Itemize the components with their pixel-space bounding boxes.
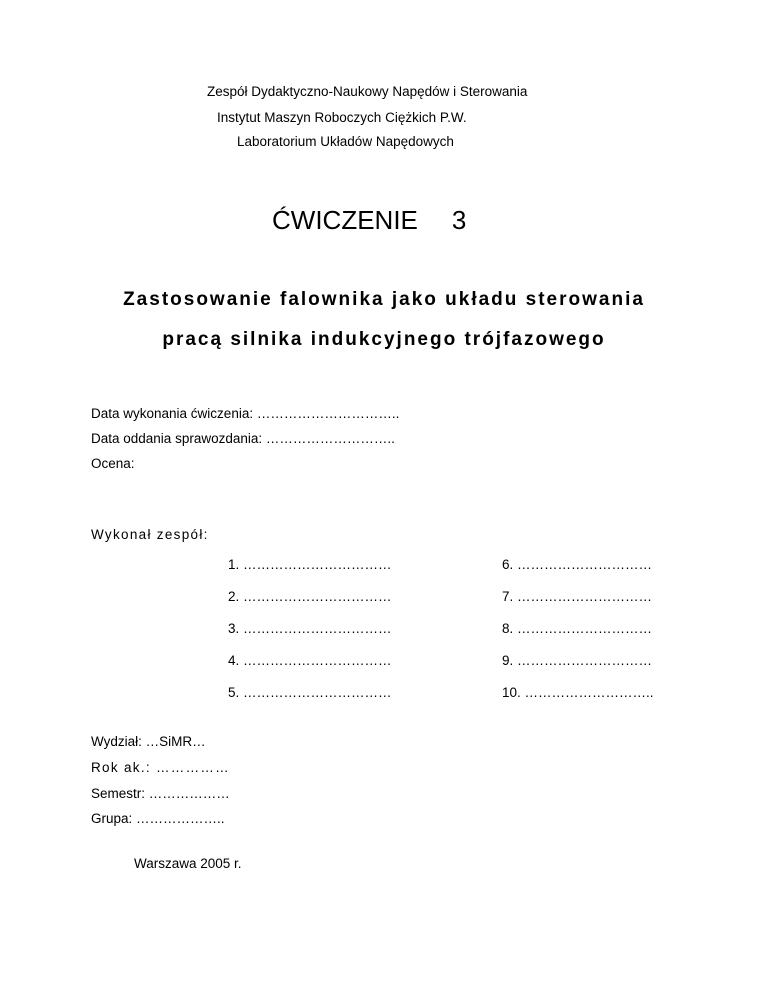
- team-member-8: 8. …………………………: [502, 621, 653, 636]
- title-line-2: pracą silnika indukcyjnego trójfazowego: [162, 329, 606, 350]
- grade-field: Ocena:: [91, 456, 135, 471]
- exercise-heading: [272, 205, 466, 236]
- date-performed-field: Data wykonania ćwiczenia: …………………………..: [91, 406, 400, 421]
- exercise-label: ĆWICZENIE: [272, 205, 418, 235]
- institution-line-2: Instytut Maszyn Roboczych Ciężkich P.W.: [217, 110, 467, 125]
- team-member-9: 9. …………………………: [502, 653, 653, 668]
- academic-year-field: Rok ak.: ……………: [91, 760, 230, 775]
- team-member-1: 1. ……………………………: [228, 557, 392, 572]
- team-member-4: 4. ……………………………: [228, 653, 392, 668]
- semester-field: Semestr: ………………: [91, 786, 230, 801]
- team-member-2: 2. ……………………………: [228, 589, 392, 604]
- title-line-1: Zastosowanie falownika jako układu sterowania: [123, 289, 645, 310]
- faculty-field: Wydział: …SiMR…: [91, 734, 206, 749]
- team-member-6: 6. …………………………: [502, 557, 653, 572]
- team-member-5: 5. ……………………………: [228, 685, 392, 700]
- exercise-number: 3: [451, 205, 467, 235]
- place-date: Warszawa 2005 r.: [134, 856, 242, 871]
- team-member-7: 7. …………………………: [502, 589, 653, 604]
- team-label: Wykonał zespół:: [91, 527, 209, 542]
- team-member-10: 10. ………………………..: [502, 685, 654, 700]
- date-submitted-field: Data oddania sprawozdania: ………………………..: [91, 431, 395, 446]
- group-field: Grupa: ………………..: [91, 811, 225, 826]
- institution-line-3: Laboratorium Układów Napędowych: [237, 134, 454, 149]
- institution-line-1: Zespół Dydaktyczno-Naukowy Napędów i Sterowania: [207, 84, 528, 99]
- team-member-3: 3. ……………………………: [228, 621, 392, 636]
